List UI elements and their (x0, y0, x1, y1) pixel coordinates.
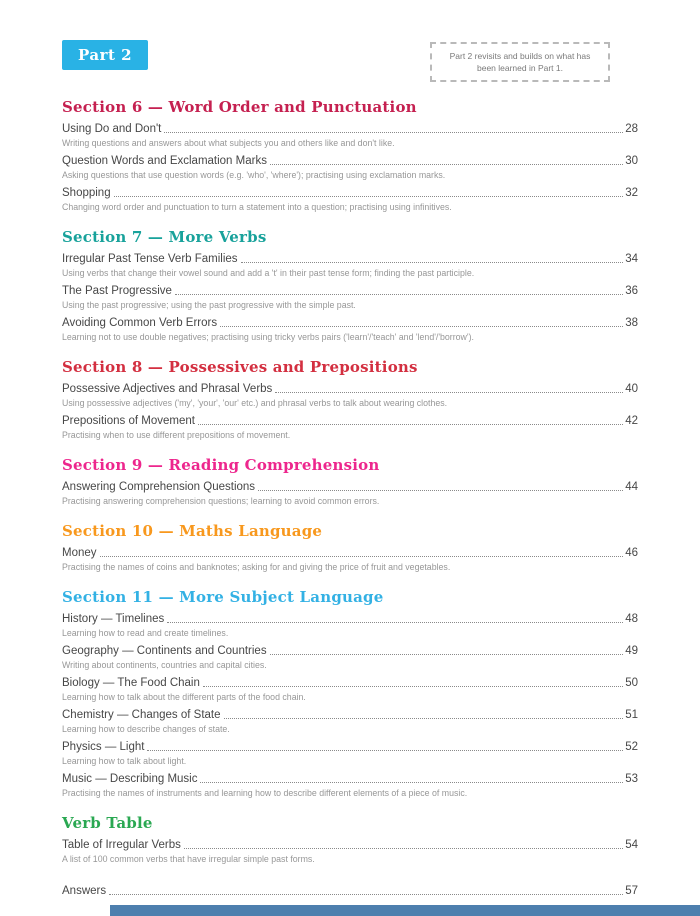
entry-page-number: 50 (625, 677, 638, 689)
entry-description: Writing about continents, countries and capital cities. (62, 660, 267, 670)
dotted-leader (241, 262, 624, 263)
section-title: Section 7 — More Verbs (62, 228, 267, 246)
section-title: Section 8 — Possessives and Prepositions (62, 358, 418, 376)
entry-title: Biology — The Food Chain (62, 677, 200, 689)
footer-bar (110, 905, 700, 916)
toc-entry (62, 284, 638, 310)
section-entries (62, 252, 638, 342)
entry-row (62, 414, 638, 428)
answers-label: Answers (62, 885, 107, 897)
entry-description: Using possessive adjectives ('my', 'your', 'our' etc.) and phrasal verbs to talk about wearing clothes. (62, 398, 448, 408)
entry-title: Physics — Light (62, 741, 145, 753)
toc-entry (62, 414, 638, 440)
entry-title: Irregular Past Tense Verb Families (62, 253, 238, 265)
entry-page-number: 42 (625, 415, 638, 427)
entry-title: Table of Irregular Verbs (62, 839, 181, 851)
toc-entry (62, 382, 638, 408)
entry-page-number: 34 (625, 253, 638, 265)
toc-entry (62, 772, 638, 798)
entry-title: Money (62, 547, 97, 559)
entry-row (62, 252, 638, 266)
section-title: Verb Table (62, 814, 153, 832)
toc-entry (62, 122, 638, 148)
entry-page-number: 44 (625, 481, 638, 493)
section-title: Section 9 — Reading Comprehension (62, 456, 380, 474)
toc-entry (62, 676, 638, 702)
section-title: Section 10 — Maths Language (62, 522, 323, 540)
entry-title: Using Do and Don't (62, 123, 162, 135)
entry-description: Changing word order and punctuation to turn a statement into a question; practising using infinitives. (62, 202, 452, 212)
page-header (62, 40, 638, 82)
toc-section (62, 456, 638, 506)
entry-title: Geography — Continents and Countries (62, 645, 267, 657)
toc-entry (62, 740, 638, 766)
dotted-leader (147, 750, 623, 751)
entry-row (62, 480, 638, 494)
entry-row (62, 644, 638, 658)
entry-row (62, 772, 638, 786)
dotted-leader (270, 164, 623, 165)
entry-description: Learning how to talk about the different parts of the food chain. (62, 692, 306, 702)
entry-row (62, 186, 638, 200)
answers-block (62, 884, 638, 898)
toc-section (62, 228, 638, 342)
dotted-leader (220, 326, 623, 327)
entry-title: Shopping (62, 187, 111, 199)
toc-section (62, 814, 638, 864)
dotted-leader (109, 894, 623, 895)
entry-description: Learning how to describe changes of state. (62, 724, 230, 734)
dotted-leader (184, 848, 623, 849)
toc-section (62, 358, 638, 440)
toc-entry (62, 708, 638, 734)
entry-row (62, 708, 638, 722)
entry-row (62, 838, 638, 852)
toc-section (62, 588, 638, 798)
entry-title: Avoiding Common Verb Errors (62, 317, 218, 329)
entry-title: Prepositions of Movement (62, 415, 195, 427)
section-entries (62, 612, 638, 798)
entry-description: Practising the names of instruments and learning how to describe different elements of a piece of music. (62, 788, 468, 798)
section-title: Section 6 — Word Order and Punctuation (62, 98, 417, 116)
entry-row (62, 612, 638, 626)
toc-entry (62, 154, 638, 180)
entry-title: Music — Describing Music (62, 773, 198, 785)
entry-description: A list of 100 common verbs that have irregular simple past forms. (62, 854, 315, 864)
dotted-leader (198, 424, 623, 425)
entry-description: Using verbs that change their vowel sound and add a 't' in their past tense form; finding the past participle. (62, 268, 475, 278)
entry-description: Practising answering comprehension questions; learning to avoid common errors. (62, 496, 380, 506)
toc-entry (62, 480, 638, 506)
entry-page-number: 28 (625, 123, 638, 135)
sections (62, 98, 638, 864)
entry-row (62, 284, 638, 298)
entry-title: Question Words and Exclamation Marks (62, 155, 267, 167)
entry-title: The Past Progressive (62, 285, 172, 297)
part-badge: Part 2 (62, 40, 148, 70)
entry-row (62, 122, 638, 136)
dotted-leader (258, 490, 623, 491)
dotted-leader (100, 556, 624, 557)
toc-entry (62, 612, 638, 638)
entry-row (62, 382, 638, 396)
entry-row (62, 740, 638, 754)
toc-section (62, 98, 638, 212)
entry-page-number: 36 (625, 285, 638, 297)
section-entries (62, 838, 638, 864)
section-entries (62, 122, 638, 212)
toc-entry (62, 186, 638, 212)
dotted-leader (200, 782, 623, 783)
dotted-leader (224, 718, 624, 719)
entry-page-number: 30 (625, 155, 638, 167)
entry-description: Practising when to use different prepositions of movement. (62, 430, 291, 440)
section-entries (62, 480, 638, 506)
entry-page-number: 54 (625, 839, 638, 851)
entry-row (62, 546, 638, 560)
dotted-leader (203, 686, 623, 687)
section-entries (62, 546, 638, 572)
dotted-leader (114, 196, 624, 197)
toc-entry (62, 316, 638, 342)
entry-page-number: 53 (625, 773, 638, 785)
entry-description: Learning how to talk about light. (62, 756, 187, 766)
entry-description: Asking questions that use question words (e.g. 'who', 'where'); practising using exclamation marks. (62, 170, 446, 180)
toc-entry (62, 838, 638, 864)
entry-row (62, 676, 638, 690)
entry-page-number: 40 (625, 383, 638, 395)
answers-row (62, 884, 638, 898)
answers-page-number: 57 (625, 885, 638, 897)
dotted-leader (270, 654, 624, 655)
entry-row (62, 316, 638, 330)
entry-page-number: 49 (625, 645, 638, 657)
section-title: Section 11 — More Subject Language (62, 588, 384, 606)
entry-page-number: 48 (625, 613, 638, 625)
toc-entry (62, 644, 638, 670)
entry-title: Chemistry — Changes of State (62, 709, 221, 721)
entry-page-number: 52 (625, 741, 638, 753)
dotted-leader (275, 392, 623, 393)
dotted-leader (164, 132, 623, 133)
entry-page-number: 51 (625, 709, 638, 721)
part-note: Part 2 revisits and builds on what has been learned in Part 1. (430, 42, 610, 82)
toc-entry (62, 252, 638, 278)
entry-description: Learning how to read and create timelines. (62, 628, 229, 638)
entry-row (62, 154, 638, 168)
entry-description: Writing questions and answers about what subjects you and others like and don't like. (62, 138, 395, 148)
entry-page-number: 38 (625, 317, 638, 329)
entry-description: Learning not to use double negatives; practising using tricky verbs pairs ('learn'/'teach' and 'lend'/'borrow'). (62, 332, 474, 342)
entry-page-number: 46 (625, 547, 638, 559)
entry-title: Possessive Adjectives and Phrasal Verbs (62, 383, 273, 395)
entry-page-number: 32 (625, 187, 638, 199)
toc-section (62, 522, 638, 572)
entry-title: History — Timelines (62, 613, 165, 625)
toc-entry (62, 546, 638, 572)
dotted-leader (175, 294, 623, 295)
section-entries (62, 382, 638, 440)
entry-description: Using the past progressive; using the past progressive with the simple past. (62, 300, 356, 310)
entry-title: Answering Comprehension Questions (62, 481, 256, 493)
entry-description: Practising the names of coins and banknotes; asking for and giving the price of fruit and vegetables. (62, 562, 451, 572)
dotted-leader (167, 622, 623, 623)
